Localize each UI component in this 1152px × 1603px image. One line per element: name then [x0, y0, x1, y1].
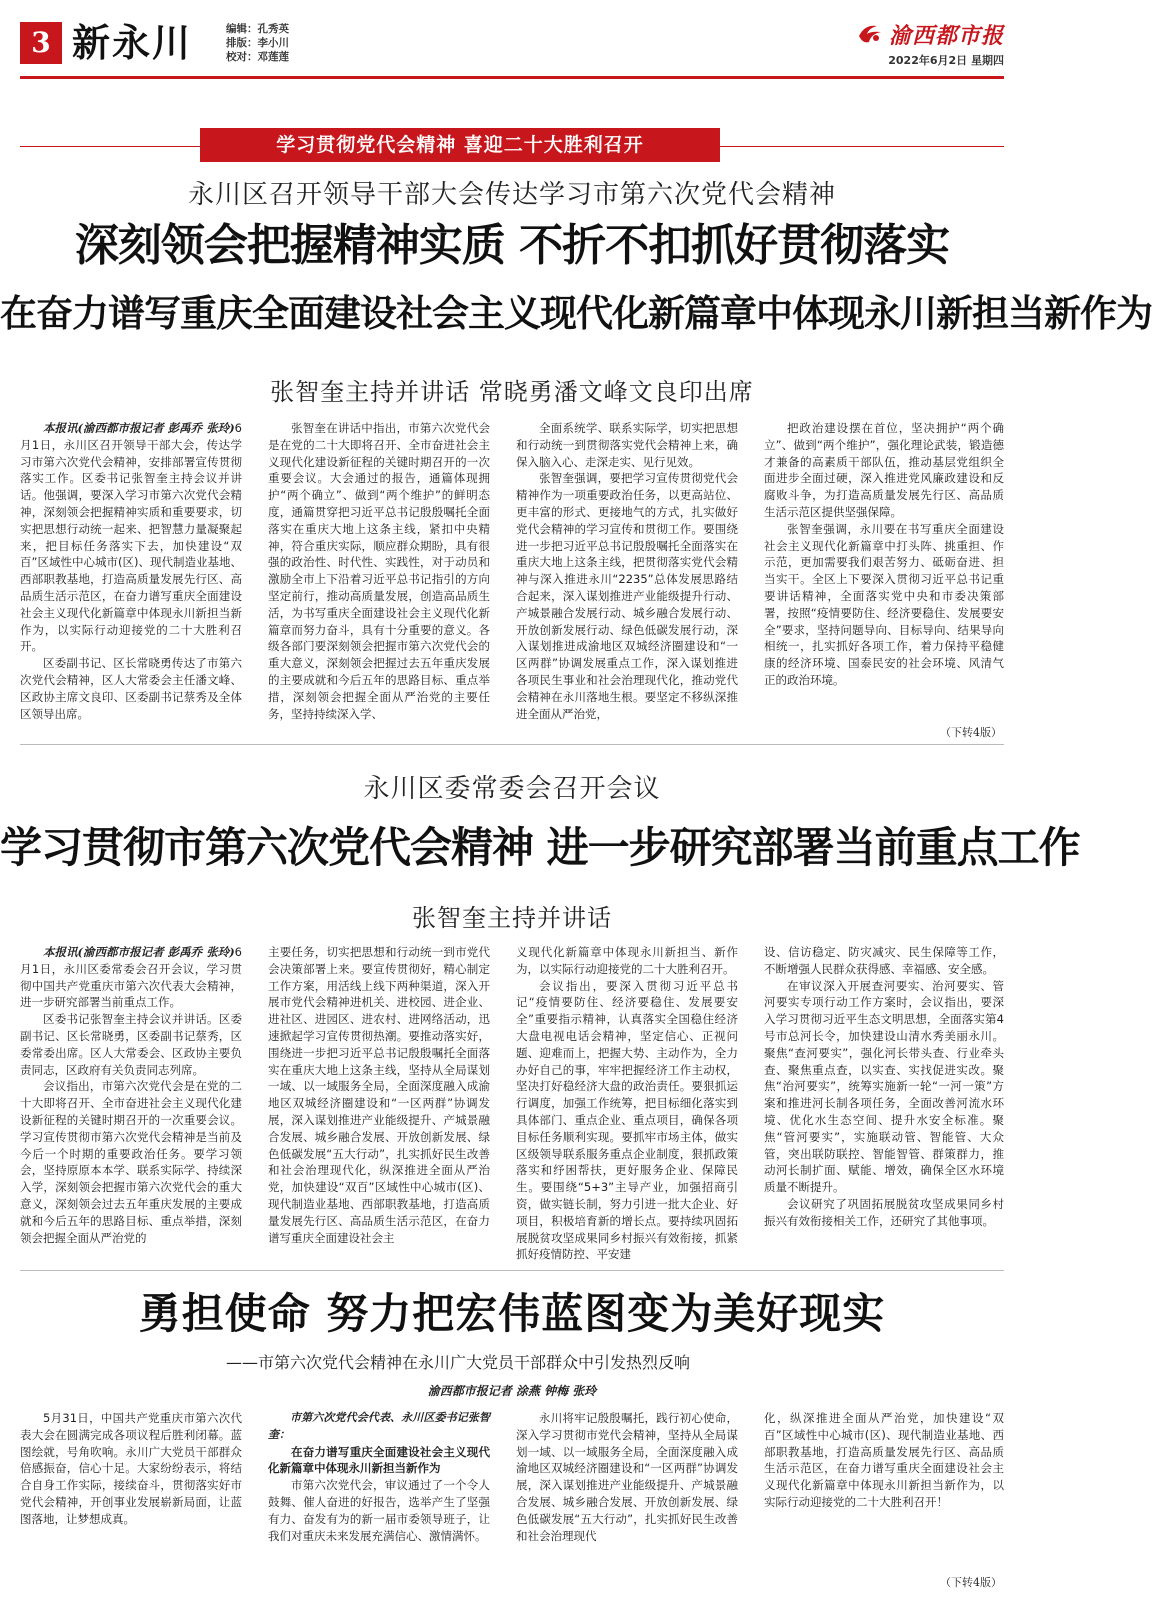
- story2-byline: 本报讯(渝西都市报记者 彭禹乔 张玲): [43, 945, 235, 959]
- paragraph: 义现代化新篇章中体现永川新担当、新作为，以实际行动迎接党的二十大胜利召开。: [516, 945, 738, 976]
- divider: [20, 1270, 1004, 1271]
- story2-subhead: 张智奎主持并讲话: [412, 904, 612, 932]
- story2-headline: 学习贯彻市第六次党代会精神 进一步研究部署当前重点工作: [0, 823, 1080, 872]
- story3-column-3: [516, 1410, 738, 1590]
- story3-subtitle: ——市第六次党代会精神在永川广大党员干部群众中引发热烈反响: [226, 1353, 691, 1372]
- paragraph: 6月1日，永川区召开领导干部大会，传达学习市第六次党代会精神，安排部署宣传贯彻落实工作。区委书记张智奎主持会议并讲话。他强调，要深入学习市第六次党代会精神，深刻领会把握精神实质和重要要求，切实把思想行动统一起来、把智慧力量凝聚起来，把目标任务落实下去，加快建设“双百”区域性中心城市(区)、现代制造业基地、西部职教基地，打造高质量发展先行区、高品质生活示范区，在奋力谱写重庆全面建设社会主义现代化新篇章中体现永川新担当新作为，以实际行动迎接党的二十大胜利召开。: [20, 421, 242, 654]
- story3-reporters: 渝西都市报记者 涂燕 钟梅 张玲: [427, 1384, 597, 1398]
- story1-column-4: [764, 420, 1004, 720]
- paragraph: 永川将牢记殷殷嘱托，践行初心使命，深入学习贯彻市党代会精神，坚持从全局谋划一域、以一域服务全局，全面深度融入成渝地区双城经济圈建设和“一区两群”协调发展，深入谋划推进产业能级提升、产城景融合发展、城乡融合发展、开放创新发展、绿色低碳发展“五大行动”，扎实抓好民生改善和社会治理现代: [516, 1411, 738, 1543]
- story1-continued: （下转4版）: [940, 726, 1002, 739]
- story2-kicker: 永川区委常委会召开会议: [363, 774, 661, 804]
- paragraph: 市第六次党代会，审议通过了一个令人鼓舞、催人奋进的好报告，选举产生了坚强有力、奋发有为的新一届市委领导班子，让我们对重庆未来发展充满信心、激情满怀。: [268, 1478, 490, 1543]
- story2-column-3: [516, 944, 738, 1262]
- paragraph: 在审议深入开展查河要实、治河要实、管河要实专项行动工作方案时，会议指出，要深入学习贯彻习近平生态文明思想，全面落实第4号市总河长令，加快建设山清水秀美丽永川。聚焦“查河要实”，强化河长带头查、行业牵头查、聚焦重点查，以实查、实找促进实改。聚焦“治河要实”，统筹实施新一轮“一河一策”方案和推进河长制各项任务，全面改善河流水环境、优化水生态空间、提升水安全标准。聚焦“管河要实”，实施联动管、智能管、大众管，突出联防联控、智能智管、群策群力，推动河长制扩面、赋能、增效，确保全区水环境质量不断提升。: [764, 978, 1004, 1195]
- issue-date: 2022年6月2日 星期四: [888, 54, 1004, 67]
- story2-column-1: [20, 944, 242, 1256]
- paragraph: 区委书记张智奎主持会议并讲话。区委副书记、区长常晓勇，区委副书记蔡秀，区委常委出席。区人大常委会、区政协主要负责同志，区政府有关负责同志列席。: [20, 1012, 242, 1077]
- paper-logo: [857, 20, 1004, 48]
- paragraph: 张智奎在讲话中指出，市第六次党代会是在党的二十大即将召开、全市奋进社会主义现代化建设新征程的关键时期召开的一次重要会议。大会通过的报告，通篇体现拥护“两个确立”、做到“两个维护”的鲜明态度，通篇贯穿把习近平总书记殷殷嘱托全面落实在重庆大地上这条主线，紧扣中央精神，符合重庆实际，顺应群众期盼，具有很强的政治性、时代性、实践性，对于动员和激励全市上下沿着习近平总书记指引的方向坚定前行，推动高质量发展，创造高品质生活，为书写重庆全面建设社会主义现代化新篇章而努力奋斗，具有十分重要的意义。各级各部门要深刻领会把握市第六次党代会的重大意义，深刻领会把握过去五年重庆发展的主要成就和今后五年的思路目标、重点举措，深刻领会把握全面从严治党的主要任务，坚持持续深入学、: [268, 421, 490, 721]
- paragraph: 设、信访稳定、防灾减灾、民生保障等工作，不断增强人民群众获得感、幸福感、安全感。: [764, 945, 1004, 976]
- paragraph: 张智奎强调，永川要在书写重庆全面建设社会主义现代化新篇章中打头阵、挑重担、作示范，更加需要我们艰苦努力、砥砺奋进、担当实干。全区上下要深入贯彻习近平总书记重要讲话精神，全面落实党中央和市委决策部署，按照“疫情要防住、经济要稳住、发展要安全”要求，坚持问题导向、目标导向、结果导向相统一，扎实抓好各项工作，着力保持平稳健康的经济环境、国泰民安的社会环境、风清气正的政治环境。: [764, 521, 1004, 687]
- paragraph: 会议研究了巩固拓展脱贫攻坚成果同乡村振兴有效衔接相关工作，还研究了其他事项。: [764, 1196, 1004, 1228]
- paragraph: 会议指出，要深入贯彻习近平总书记“疫情要防住、经济要稳住、发展要安全”重要指示精神，认真落实全国稳住经济大盘电视电话会精神，坚定信心、正视问题、迎难而上，把握大势、主动作为，全力办好自己的事，牢牢把握经济工作主动权，坚决打好稳经济大盘的政治责任。要狠抓运行调度，加强工作统筹，把目标细化落实到具体部门、重点企业、重点项目，确保各项目标任务顺利实现。要抓牢市场主体，做实区级领导联系服务重点企业制度，狠抓政策落实和纾困帮扶，更好服务企业、保障民生。要围绕“5+3”主导产业，加强招商引资，做实链长制，努力引进一批大企业、好项目，积极培育新的增长点。要持续巩固拓展脱贫攻坚成果同乡村振兴有效衔接，抓紧抓好疫情防控、平安建: [516, 978, 738, 1262]
- pull-quote: 在奋力谱写重庆全面建设社会主义现代化新篇章中体现永川新担当新作为: [268, 1444, 490, 1476]
- theme-banner: 学习贯彻党代会精神 喜迎二十大胜利召开: [200, 128, 720, 162]
- story2-column-4: [764, 944, 1004, 1256]
- masthead: [20, 18, 1004, 70]
- story2-column-2: [268, 944, 490, 1256]
- paragraph: 全面系统学、联系实际学，切实把思想和行动统一到贯彻落实党代会精神上来，确保入脑入心、走深走实、见行见效。: [516, 421, 738, 469]
- story1-column-2: [268, 420, 490, 732]
- story3-column-1: [20, 1410, 242, 1590]
- story1-column-1: [20, 420, 242, 732]
- story3-column-4: [764, 1410, 1004, 1570]
- masthead-rule: [20, 76, 1004, 79]
- paragraph: 会议指出，市第六次党代会是在党的二十大即将召开、全市奋进社会主义现代化建设新征程的关键时期召开的一次重要会议。学习宣传贯彻市第六次党代会精神是当前及今后一个时期的重要政治任务。要学习领会，坚持原原本本学、联系实际学、持续深入学，深刻领会把握市第六次党代会的重大意义，深刻领会过去五年重庆发展的主要成就和今后五年的思路目标、重点举措，深刻领会把握全面从严治党的: [20, 1079, 242, 1245]
- staff-credits: [226, 22, 289, 64]
- story3-column-2: [268, 1410, 490, 1590]
- story1-subhead: 张智奎主持并讲话 常晓勇潘文峰文良印出席: [270, 378, 754, 406]
- paper-logo-icon: [857, 22, 883, 46]
- story1-column-3: [516, 420, 738, 732]
- editor-credit: 编辑：孔秀英: [226, 23, 289, 35]
- section-title: 新永川: [72, 20, 193, 65]
- story1-byline: 本报讯(渝西都市报记者 彭禹乔 张玲): [43, 421, 235, 435]
- interviewee-lead: 市第六次党代会代表、永川区委书记张智奎：: [268, 1411, 490, 1441]
- proof-credit: 校对：邓莲莲: [226, 51, 289, 63]
- story3-continued: （下转4版）: [940, 1576, 1002, 1589]
- paper-name: 渝西都市报: [888, 22, 1004, 49]
- paragraph: 6月1日，永川区委常委会召开会议，学习贯彻中国共产党重庆市第六次代表大会精神，进一步研究部署当前重点工作。: [20, 945, 242, 1010]
- layout-credit: 排版：李小川: [226, 37, 289, 49]
- paragraph: 5月31日，中国共产党重庆市第六次代表大会在圆满完成各项议程后胜利闭幕。蓝图绘就，号角吹响。永川广大党员干部群众倍感振奋，信心十足。大家纷纷表示，将结合自身工作实际，接续奋斗，贯彻落实好市党代会精神，开创事业发展崭新局面，让蓝图落地，让梦想成真。: [20, 1411, 242, 1526]
- story3-headline: 勇担使命 努力把宏伟蓝图变为美好现实: [138, 1289, 886, 1338]
- paragraph: 化，纵深推进全面从严治党，加快建设“双百”区域性中心城市(区)、现代制造业基地、西部职教基地，打造高质量发展先行区、高品质生活示范区，在奋力谱写重庆全面建设社会主义现代化新篇章中体现永川新担当新作为，以实际行动迎接党的二十大胜利召开！: [764, 1411, 1004, 1509]
- paragraph: 把政治建设摆在首位，坚决拥护“两个确立”、做到“两个维护”，强化理论武装，锻造德才兼备的高素质干部队伍，推动基层党组织全面进步全面过硬，深入推进党风廉政建设和反腐败斗争，为打造高质量发展先行区、高品质生活示范区提供坚强保障。: [764, 421, 1004, 519]
- story1-headline-1: 深刻领会把握精神实质 不折不扣抓好贯彻落实: [74, 220, 950, 271]
- divider: [20, 744, 1004, 745]
- story1-kicker: 永川区召开领导干部大会传达学习市第六次党代会精神: [187, 180, 836, 210]
- paragraph: 张智奎强调，要把学习宣传贯彻党代会精神作为一项重要政治任务，以更高站位、更丰富的形式、更接地气的方式，扎实做好党代会精神的学习宣传和贯彻工作。要围绕进一步把习近平总书记殷殷嘱托全面落实在重庆大地上这条主线，把贯彻落实党代会精神与深入推进永川“2235”总体发展思路结合起来，深入谋划推进产业能级提升行动、产城景融合发展行动、城乡融合发展行动、开放创新发展行动、绿色低碳发展行动，深入谋划推进成渝地区双城经济圈建设和“一区两群”协调发展重点工作，深入谋划推进各项民生事业和社会治理现代化，推动党代会精神在永川落地生根。要坚定不移纵深推进全面从严治党，: [516, 471, 738, 721]
- paragraph: 主要任务，切实把思想和行动统一到市党代会决策部署上来。要宣传贯彻好，精心制定工作方案，用活线上线下两种渠道，深入开展市党代会精神进机关、进校园、进企业、进社区、进园区、进农村、进网络活动，迅速掀起学习宣传贯彻热潮。要推动落实好，围绕进一步把习近平总书记殷殷嘱托全面落实在重庆大地上这条主线，坚持从全局谋划一域、以一域服务全局，全面深度融入成渝地区双城经济圈建设和“一区两群”协调发展，深入谋划推进产业能级提升、产城景融合发展、城乡融合发展、开放创新发展、绿色低碳发展“五大行动”，扎实抓好民生改善和社会治理现代化，纵深推进全面从严治党，加快建设“双百”区域性中心城市(区)、现代制造业基地、西部职教基地，打造高质量发展先行区、高品质生活示范区，在奋力谱写重庆全面建设社会主: [268, 945, 490, 1245]
- page-number: 3: [20, 22, 62, 64]
- paragraph: 区委副书记、区长常晓勇传达了市第六次党代会精神，区人大常委会主任潘文峰、区政协主席文良印、区委副书记蔡秀及全体区领导出席。: [20, 656, 242, 721]
- story1-headline-2: 在奋力谱写重庆全面建设社会主义现代化新篇章中体现永川新担当新作为: [0, 292, 1152, 335]
